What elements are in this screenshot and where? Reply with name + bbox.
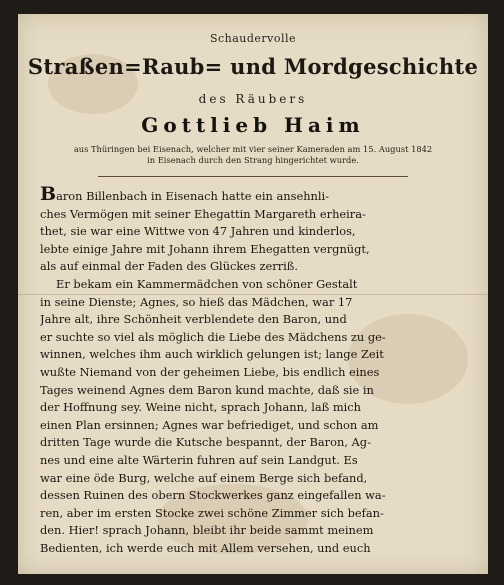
body-line: lebte einige Jahre mit Johann ihrem Ehegatten vergnügt, (40, 241, 370, 256)
header-article: des Räubers (198, 92, 308, 106)
body-line: ches Vermögen mit seiner Ehegattin Margareth erheira- (40, 206, 366, 221)
body-line: dritten Tage wurde die Kutsche bespannt, der Baron, Ag- (40, 435, 371, 450)
body-line: als auf einmal der Faden des Glückes zerriß. (40, 259, 299, 274)
body-line: thet, sie war eine Wittwe von 47 Jahren und kinderlos, (40, 224, 356, 239)
body-line: winnen, welches ihm auch wirklich gelungen ist; lange Zeit (40, 347, 384, 362)
header-kicker: Schaudervolle (209, 32, 297, 45)
body-line: den. Hier! sprach Johann, bleibt ihr beide sammt meinem (40, 523, 374, 538)
body-line: Bedienten, ich werde euch mit Allem versehen, und euch (40, 540, 371, 555)
robber-name: Gottlieb Haim (141, 113, 365, 137)
subtitle-line-2: in Eisenach durch den Strang hingerichtet wurde. (147, 154, 359, 165)
body-line: nes und eine alte Wärterin fuhren auf sein Landgut. Es (40, 452, 358, 467)
body-line: einen Plan ersinnen; Agnes war befriediget, und schon am (40, 417, 379, 432)
body-line-text: aron Billenbach in Eisenach hatte ein ansehnli- (56, 189, 330, 203)
subtitle-line-1: aus Thüringen bei Eisenach, welcher mit vier seiner Kameraden am 15. August 1842 (73, 144, 433, 154)
body-line: Tages weinend Agnes dem Baron kund machte, daß sie in (40, 382, 374, 397)
body-line: dessen Ruinen des obern Stockwerkes ganz eingefallen wa- (40, 488, 386, 503)
drop-cap: B (40, 186, 57, 205)
body-line (40, 186, 480, 206)
body-line: er suchte so viel als möglich die Liebe des Mädchens zu ge- (40, 329, 386, 344)
body-line: der Hoffnung sey. Weine nicht, sprach Johann, laß mich (40, 400, 362, 415)
document-title: Straßen=Raub= und Mordgeschichte (27, 54, 479, 79)
body-line: wußte Niemand von der geheimen Liebe, bis endlich eines (40, 364, 380, 379)
document-page (18, 14, 488, 574)
header-subtitle (38, 144, 468, 165)
body-text (40, 186, 480, 557)
body-line: in seine Dienste; Agnes, so hieß das Mädchen, war 17 (40, 294, 353, 309)
body-line: ren, aber im ersten Stocke zwei schöne Zimmer sich befan- (40, 505, 384, 520)
header-rule (98, 176, 408, 177)
body-line: Jahre alt, ihre Schönheit verblendete den Baron, und (40, 312, 347, 327)
body-line: Er bekam ein Kammermädchen von schöner Gestalt (56, 276, 358, 291)
body-line: war eine öde Burg, welche auf einem Berge sich befand, (40, 470, 368, 485)
